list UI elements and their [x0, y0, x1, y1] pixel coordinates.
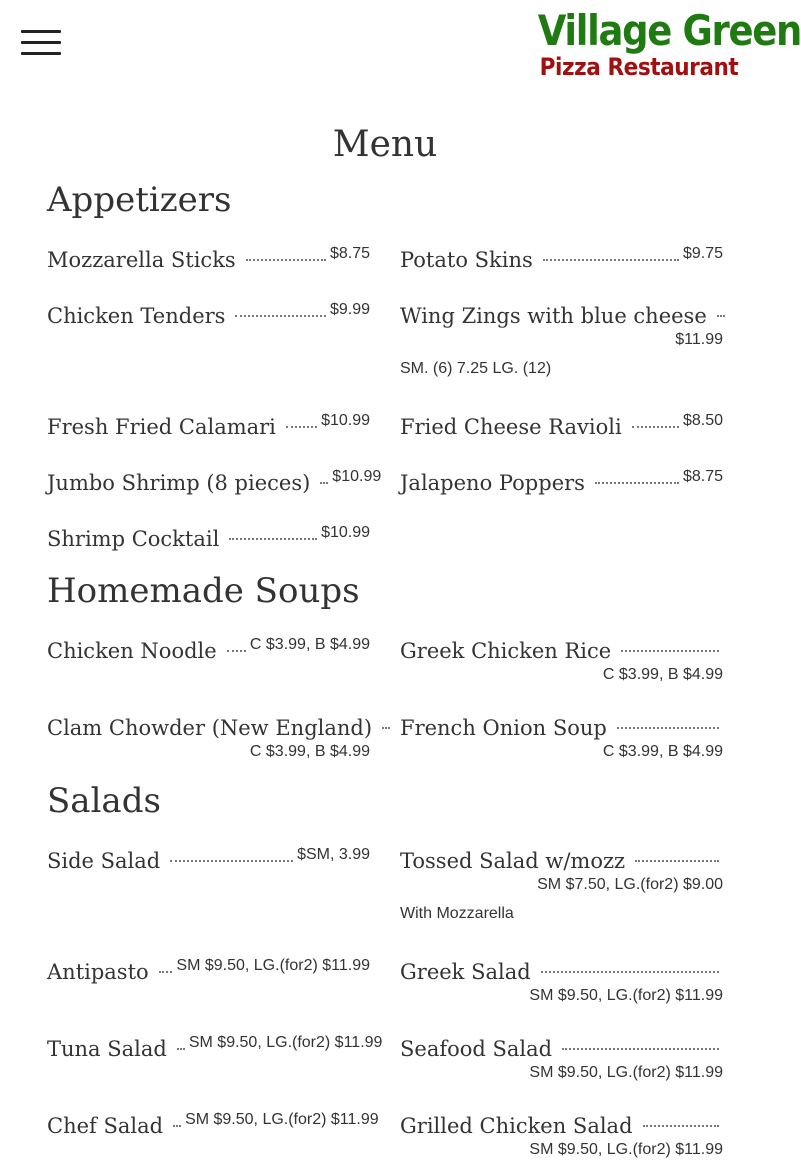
dot-leader — [717, 301, 725, 317]
item-name: Wing Zings with blue cheese — [400, 304, 707, 328]
item-price: SM $7.50, LG.(for2) $9.00 — [537, 876, 723, 893]
item-price: $10.99 — [321, 524, 370, 541]
menu-item — [47, 846, 370, 878]
item-price: $9.99 — [329, 301, 370, 318]
hamburger-icon[interactable] — [21, 30, 61, 58]
menu-item — [47, 713, 373, 762]
item-price: SM $9.50, LG.(for2) $11.99 — [176, 957, 370, 974]
dot-leader — [173, 1111, 181, 1127]
section-title-salads: Salads — [47, 781, 161, 821]
item-price: SM $9.50, LG.(for2) $11.99 — [185, 1111, 379, 1128]
item-price: C $3.99, B $4.99 — [602, 743, 723, 760]
dot-leader — [227, 636, 246, 652]
menu-item — [400, 636, 723, 685]
item-price: SM $9.50, LG.(for2) $11.99 — [529, 1141, 723, 1158]
item-price: $11.99 — [675, 331, 723, 348]
dot-leader — [177, 1034, 185, 1050]
item-price: C $3.99, B $4.99 — [249, 636, 370, 653]
dot-leader — [632, 412, 679, 428]
item-name: Jalapeno Poppers — [400, 471, 585, 495]
dot-leader — [595, 468, 679, 484]
item-price: SM $9.50, LG.(for2) $11.99 — [529, 987, 723, 1004]
item-name: Fresh Fried Calamari — [47, 415, 276, 439]
item-name: Fried Cheese Ravioli — [400, 415, 622, 439]
item-name: Tossed Salad w/mozz — [400, 849, 626, 873]
menu-item — [400, 1034, 723, 1083]
menu-item — [400, 1111, 723, 1160]
item-name: French Onion Soup — [400, 716, 607, 740]
item-name: Clam Chowder (New England) — [47, 716, 373, 740]
menu-item — [47, 957, 370, 989]
item-price: $10.99 — [321, 412, 370, 429]
menu-item — [47, 636, 370, 668]
menu-item — [47, 412, 370, 444]
dot-leader — [235, 301, 326, 317]
item-name: Greek Chicken Rice — [400, 639, 612, 663]
item-name: Greek Salad — [400, 960, 531, 984]
menu-item — [47, 301, 370, 333]
item-price: $SM, 3.99 — [297, 846, 370, 863]
item-price: C $3.99, B $4.99 — [249, 743, 370, 760]
item-name: Potato Skins — [400, 248, 533, 272]
item-name: Mozzarella Sticks — [47, 248, 236, 272]
item-name: Side Salad — [47, 849, 161, 873]
item-name: Grilled Chicken Salad — [400, 1114, 633, 1138]
menu-item — [47, 468, 382, 500]
item-price: SM $9.50, LG.(for2) $11.99 — [188, 1034, 383, 1051]
dot-leader — [617, 713, 719, 729]
menu-item — [47, 1034, 383, 1066]
dot-leader — [170, 846, 293, 862]
menu-item — [400, 713, 723, 762]
item-price: SM $9.50, LG.(for2) $11.99 — [529, 1064, 723, 1081]
hamburger-bar — [21, 52, 61, 55]
dot-leader — [643, 1111, 719, 1127]
menu-item — [400, 245, 723, 277]
menu-item — [400, 412, 723, 444]
section-title-soups: Homemade Soups — [47, 571, 360, 611]
menu-item — [400, 468, 723, 500]
item-name: Chicken Noodle — [47, 639, 217, 663]
logo-tagline: Pizza Restaurant — [539, 53, 739, 81]
item-price: $8.75 — [329, 245, 370, 262]
dot-leader — [621, 636, 719, 652]
page-title: Menu — [332, 124, 438, 165]
dot-leader — [382, 713, 390, 729]
item-name: Shrimp Cocktail — [47, 527, 220, 551]
menu-item — [400, 957, 723, 1006]
item-price: $10.99 — [332, 468, 382, 485]
menu-item — [400, 846, 723, 924]
item-name: Chicken Tenders — [47, 304, 226, 328]
hamburger-bar — [21, 30, 61, 33]
hamburger-bar — [21, 41, 61, 44]
item-price: $9.75 — [682, 245, 723, 262]
menu-item — [47, 1111, 379, 1143]
dot-leader — [562, 1034, 719, 1050]
item-name: Seafood Salad — [400, 1037, 553, 1061]
menu-item — [400, 301, 723, 379]
item-price: $8.50 — [682, 412, 723, 429]
dot-leader — [541, 957, 719, 973]
dot-leader — [543, 245, 679, 261]
item-price: C $3.99, B $4.99 — [602, 666, 723, 683]
dot-leader — [320, 468, 328, 484]
item-name: Chef Salad — [47, 1114, 164, 1138]
item-description: SM. (6) 7.25 LG. (12) — [400, 360, 552, 377]
item-price: $8.75 — [682, 468, 723, 485]
item-description: With Mozzarella — [400, 905, 514, 922]
dot-leader — [246, 245, 326, 261]
site-logo[interactable] — [524, 6, 801, 81]
menu-item — [47, 524, 370, 556]
item-name: Antipasto — [47, 960, 149, 984]
section-title-appetizers: Appetizers — [47, 180, 232, 220]
dot-leader — [229, 524, 317, 540]
dot-leader — [159, 957, 173, 973]
item-name: Jumbo Shrimp (8 pieces) — [47, 471, 311, 495]
menu-item — [47, 245, 370, 277]
logo-name: Village Green — [537, 6, 801, 55]
dot-leader — [635, 846, 719, 862]
item-name: Tuna Salad — [47, 1037, 167, 1061]
dot-leader — [286, 412, 317, 428]
